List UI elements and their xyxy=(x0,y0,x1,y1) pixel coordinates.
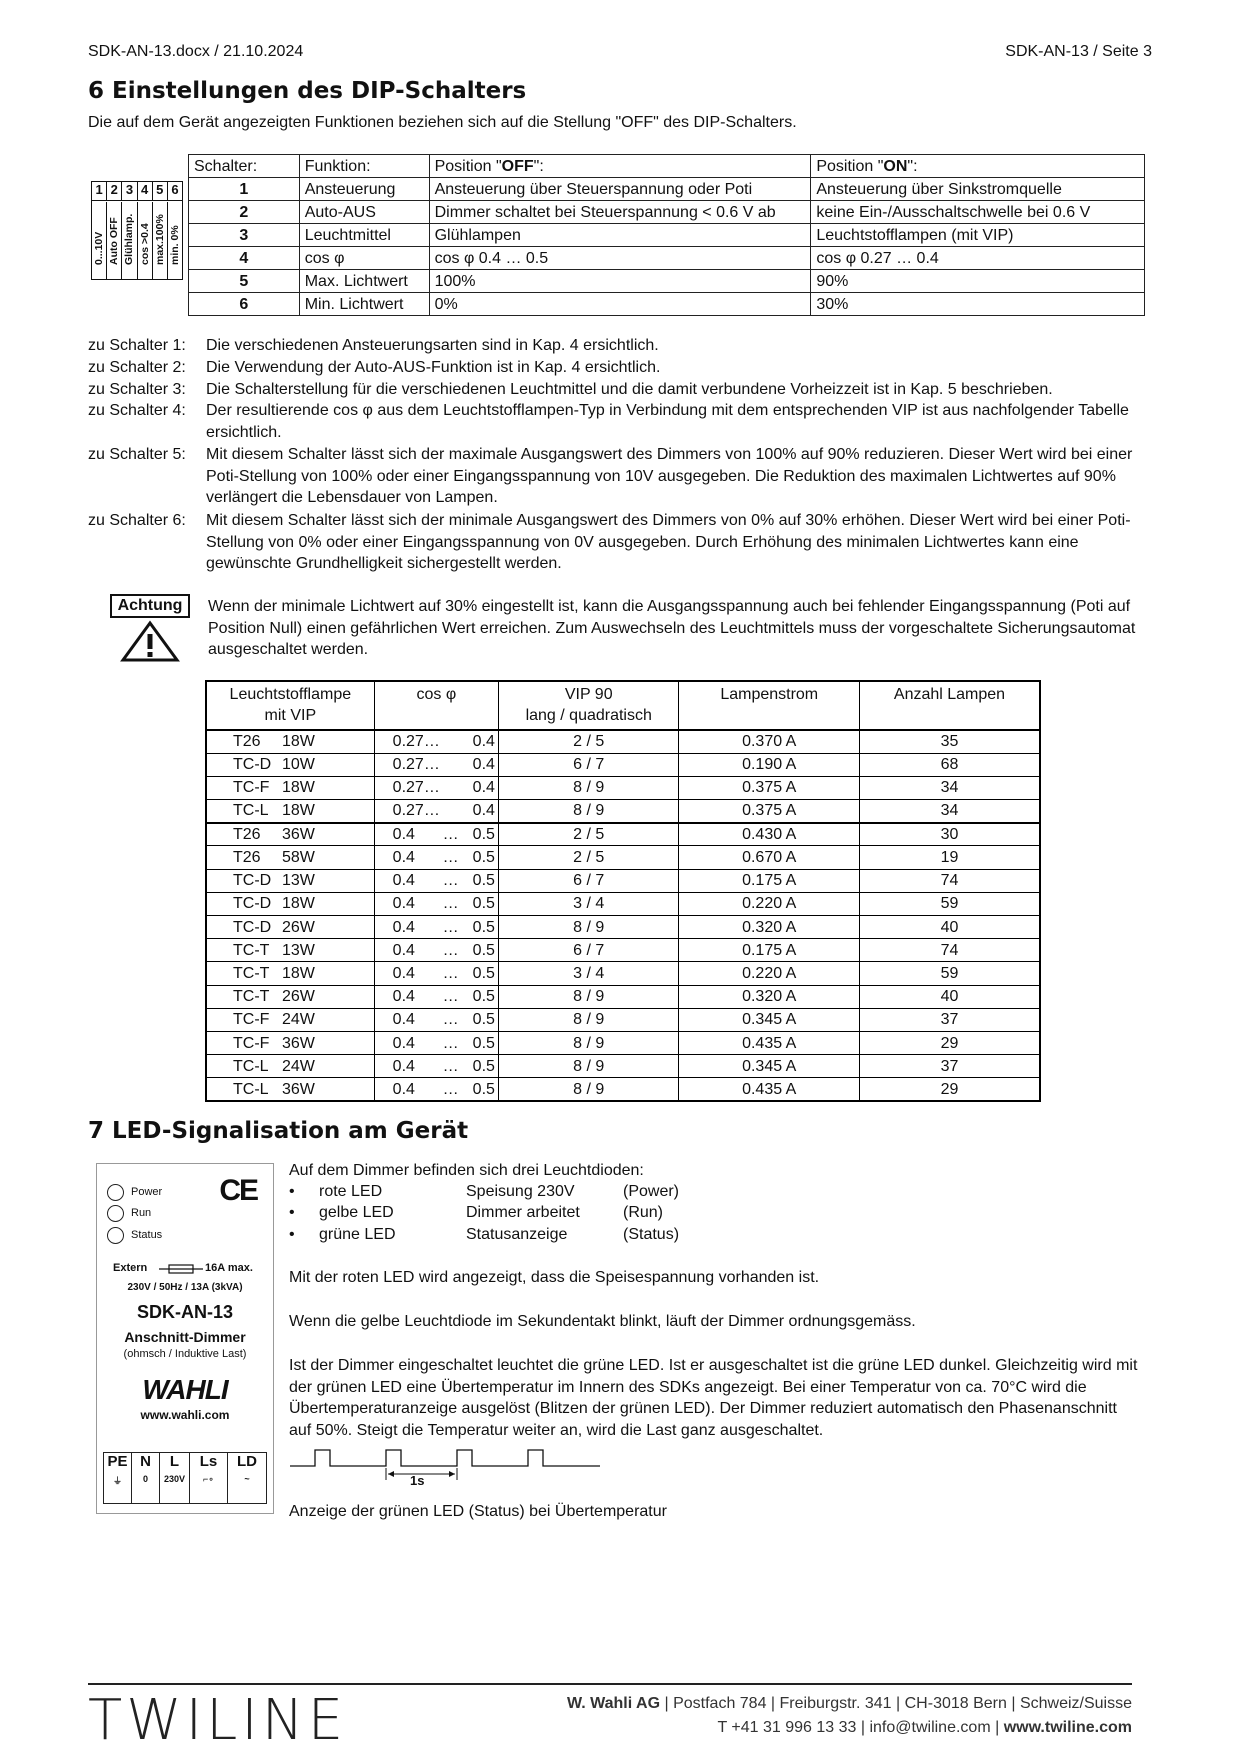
note-label: zu Schalter 5: xyxy=(88,446,186,463)
switch-note xyxy=(88,379,1168,401)
table-row: TC-T 13W 0.4 … 0.5 6 / 7 0.175 A 74 xyxy=(206,939,1040,962)
on-cell: Leuchtstofflampen (mit VIP) xyxy=(811,224,1145,247)
off-cell: 0% xyxy=(429,293,811,316)
table-row: T26 36W 0.4 … 0.5 2 / 5 0.430 A 30 xyxy=(206,823,1040,846)
function-cell: Ansteuerung xyxy=(299,178,429,201)
status-led-icon xyxy=(107,1227,124,1244)
switch-note xyxy=(88,335,1168,357)
off-cell: Dimmer schaltet bei Steuerspannung < 0.6 V ab xyxy=(429,201,811,224)
terminal-ls: Ls ⌐∘ xyxy=(190,1453,228,1503)
table-row: T26 18W 0.27… 0.4 2 / 5 0.370 A 35 xyxy=(206,730,1040,753)
table-row: TC-T 26W 0.4 … 0.5 8 / 9 0.320 A 40 xyxy=(206,985,1040,1008)
note-text: Die Schalterstellung für die verschiedenen Leuchtmittel und die damit verbundene Vorheizzeit ist in Kap. 5 beschrieben. xyxy=(206,381,1053,398)
function-cell: Max. Lichtwert xyxy=(299,270,429,293)
table-row xyxy=(189,178,1145,201)
switch-note xyxy=(88,357,1168,379)
header-cell: Position "OFF": xyxy=(429,155,811,178)
dip-number: 2 xyxy=(107,182,122,200)
extern-label: Extern xyxy=(113,1262,148,1274)
footer-address: W. Wahli AG | Postfach 784 | Freiburgstr. 341 | CH-3018 Bern | Schweiz/Suisse xyxy=(567,1695,1132,1712)
dip-number: 4 xyxy=(138,182,153,200)
led-label: Power xyxy=(131,1186,163,1198)
dip-label: Auto OFF xyxy=(108,217,121,265)
paragraph: Mit der roten LED wird angezeigt, dass die Speisespannung vorhanden ist. xyxy=(289,1269,820,1286)
paragraph: Wenn die gelbe Leuchtdiode im Sekundentakt blinkt, läuft der Dimmer ordnungsgemäss. xyxy=(289,1313,916,1330)
ce-mark-icon: CE xyxy=(219,1174,257,1207)
dip-label: max.100% xyxy=(153,214,166,265)
note-label: zu Schalter 1: xyxy=(88,337,186,354)
list-item: • grüne LED Statusanzeige (Status) xyxy=(289,1226,680,1243)
list-item: • rote LED Speisung 230V (Power) xyxy=(289,1183,680,1200)
header-cell: Anzahl Lampen xyxy=(859,681,1040,730)
footer-contact: T +41 31 996 13 33 | info@twiline.com | www.twiline.com xyxy=(717,1719,1132,1736)
device-url: www.wahli.com xyxy=(140,1408,230,1422)
switch-number: 1 xyxy=(189,178,300,201)
header-cell: VIP 90 lang / quadratisch xyxy=(499,681,679,730)
section-7-title: 7 LED-Signalisation am Gerät xyxy=(88,1118,469,1144)
switch-number: 5 xyxy=(189,270,300,293)
led-label: Status xyxy=(131,1229,163,1241)
dip-number: 3 xyxy=(122,182,137,200)
switch-note xyxy=(88,400,1168,444)
dip-table-header xyxy=(189,155,1145,178)
table-row: TC-F 36W 0.4 … 0.5 8 / 9 0.435 A 29 xyxy=(206,1031,1040,1054)
lamp-table-header xyxy=(206,681,1040,730)
dip-label: 0...10V xyxy=(93,231,106,265)
terminal-ld: LD ~ xyxy=(237,1453,257,1484)
dip-settings-table xyxy=(188,154,1145,316)
on-cell: 90% xyxy=(811,270,1145,293)
on-cell: 30% xyxy=(811,293,1145,316)
switch-number: 2 xyxy=(189,201,300,224)
warning-symbol xyxy=(110,594,190,664)
pulse-caption: Anzeige der grünen LED (Status) bei Übertemperatur xyxy=(289,1503,667,1520)
table-row: TC-D 10W 0.27… 0.4 6 / 7 0.190 A 68 xyxy=(206,753,1040,776)
model-label: SDK-AN-13 xyxy=(136,1302,233,1322)
list-item: • gelbe LED Dimmer arbeitet (Run) xyxy=(289,1204,664,1221)
warning-text: Wenn der minimale Lichtwert auf 30% eingestellt ist, kann die Ausgangsspannung auch bei fehlender Eingangsspannung (Poti auf Position Null) einen gefährlichen Wert erreichen. Zum Auswechseln des Leuchtmittels muss der vorgeschaltete Sicherungsautomat ausgeschaltet werden. xyxy=(208,598,1136,658)
header-cell: Position "ON": xyxy=(811,155,1145,178)
note-text: Mit diesem Schalter lässt sich der maximale Ausgangswert des Dimmers von 100% auf 90% reduzieren. Dieser Wert wird bei einer Poti-Stellung von 100% oder einer Eingangsspannung von 10V ausgegeben. Die Reduktion des maximalen Lichtwertes auf 90% verlängert die Lebensdauer von Lampen. xyxy=(206,446,1133,506)
switch-number: 4 xyxy=(189,247,300,270)
header-cell: Leuchtstofflampe mit VIP xyxy=(206,681,374,730)
table-row: TC-T 18W 0.4 … 0.5 3 / 4 0.220 A 59 xyxy=(206,962,1040,985)
doc-header-left: SDK-AN-13.docx / 21.10.2024 xyxy=(88,43,304,60)
on-cell: keine Ein-/Ausschaltschwelle bei 0.6 V xyxy=(811,201,1145,224)
footer-rule xyxy=(88,1683,1132,1685)
led-pulse-diagram xyxy=(290,1444,610,1494)
header-cell: cos φ xyxy=(374,681,498,730)
table-row xyxy=(189,293,1145,316)
dip-switch-graphic xyxy=(91,181,183,280)
function-cell: cos φ xyxy=(299,247,429,270)
device-front-panel xyxy=(96,1163,274,1514)
note-label: zu Schalter 4: xyxy=(88,402,186,419)
header-cell: Lampenstrom xyxy=(679,681,859,730)
dip-label: Glühlamp. xyxy=(123,213,136,265)
wahli-logo: WAHLI xyxy=(142,1374,228,1405)
note-text: Die verschiedenen Ansteuerungsarten sind in Kap. 4 ersichtlich. xyxy=(206,337,659,354)
off-cell: cos φ 0.4 … 0.5 xyxy=(429,247,811,270)
dip-number: 1 xyxy=(92,182,107,200)
dip-label: cos >0.4 xyxy=(138,223,151,265)
table-row: TC-L 24W 0.4 … 0.5 8 / 9 0.345 A 37 xyxy=(206,1055,1040,1078)
dip-label: min. 0% xyxy=(168,225,181,265)
table-row: TC-F 18W 0.27… 0.4 8 / 9 0.375 A 34 xyxy=(206,776,1040,799)
note-label: zu Schalter 6: xyxy=(88,512,186,529)
lamp-table xyxy=(205,680,1041,1102)
note-label: zu Schalter 3: xyxy=(88,381,186,398)
type-label: Anschnitt-Dimmer xyxy=(124,1329,246,1345)
fuse-icon xyxy=(159,1263,203,1275)
on-cell: Ansteuerung über Sinkstromquelle xyxy=(811,178,1145,201)
note-text: Mit diesem Schalter lässt sich der minimale Ausgangswert des Dimmers von 0% auf 30% erhöhen. Dieser Wert wird bei einer Poti-Stellung von 0% oder einer Eingangsspannung von 0V ausgegeben. Durch Erhöhung des minimalen Lichtwertes kann eine gewünschte Grundhelligkeit sichergestellt werden. xyxy=(206,512,1131,572)
twiline-logo: TWILINE xyxy=(88,1688,348,1753)
header-cell: Funktion: xyxy=(299,155,429,178)
dip-number: 5 xyxy=(153,182,168,200)
rating-label: 230V / 50Hz / 13A (3kVA) xyxy=(127,1282,243,1293)
table-row xyxy=(189,270,1145,293)
switch-number: 6 xyxy=(189,293,300,316)
off-cell: Glühlampen xyxy=(429,224,811,247)
load-label: (ohmsch / Induktive Last) xyxy=(123,1348,247,1360)
dip-switch-numbers xyxy=(92,182,182,201)
table-row xyxy=(189,224,1145,247)
terminal-n: N 0 xyxy=(132,1453,160,1503)
warning-badge: Achtung xyxy=(110,594,190,618)
table-row: T26 58W 0.4 … 0.5 2 / 5 0.670 A 19 xyxy=(206,846,1040,869)
led-label: Run xyxy=(131,1207,152,1219)
section-6-title: 6 Einstellungen des DIP-Schalters xyxy=(88,78,527,104)
switch-note xyxy=(88,444,1168,510)
table-row xyxy=(189,247,1145,270)
terminal-pe: PE ⏚ xyxy=(104,1453,132,1503)
on-cell: cos φ 0.27 … 0.4 xyxy=(811,247,1145,270)
off-cell: 100% xyxy=(429,270,811,293)
power-led-icon xyxy=(107,1184,124,1201)
pulse-period-label: 1s xyxy=(410,1473,425,1488)
note-text: Der resultierende cos φ aus dem Leuchtstofflampen-Typ in Verbindung mit dem entsprechenden VIP ist aus nachfolgender Tabelle ersichtlich. xyxy=(206,402,1129,441)
note-text: Die Verwendung der Auto-AUS-Funktion ist in Kap. 4 ersichtlich. xyxy=(206,359,661,376)
paragraph: Ist der Dimmer eingeschaltet leuchtet die grüne LED. Ist er ausgeschaltet ist die grüne LED dunkel. Gleichzeitig wird mit der grünen LED eine Übertemperatur im Innern des SDKs angezeigt. Bei einer Temperatur von ca. 70°C wird die Übertemperaturanzeige ausgelöst (Blitzen der grünen LED). Der Dimmer reduziert automatisch den Phasenanschnitt auf 50%. Steigt die Temperatur weiter an, wird die Last ganz ausgeschaltet. xyxy=(289,1357,1138,1439)
run-led-icon xyxy=(107,1205,124,1222)
table-row: TC-D 13W 0.4 … 0.5 6 / 7 0.175 A 74 xyxy=(206,869,1040,892)
table-row: TC-D 26W 0.4 … 0.5 8 / 9 0.320 A 40 xyxy=(206,916,1040,939)
function-cell: Min. Lichtwert xyxy=(299,293,429,316)
section-6-intro: Die auf dem Gerät angezeigten Funktionen beziehen sich auf die Stellung "OFF" des DIP-Schalters. xyxy=(88,114,797,131)
table-row: TC-L 36W 0.4 … 0.5 8 / 9 0.435 A 29 xyxy=(206,1078,1040,1101)
section-7-intro: Auf dem Dimmer befinden sich drei Leuchtdioden: xyxy=(289,1162,644,1179)
fuse-label: 16A max. xyxy=(205,1262,253,1274)
table-row: TC-D 18W 0.4 … 0.5 3 / 4 0.220 A 59 xyxy=(206,892,1040,915)
warning-triangle-icon xyxy=(120,620,180,662)
switch-note xyxy=(88,510,1168,576)
header-cell: Schalter: xyxy=(189,155,300,178)
table-row xyxy=(189,201,1145,224)
switch-number: 3 xyxy=(189,224,300,247)
dip-number: 6 xyxy=(171,182,179,197)
off-cell: Ansteuerung über Steuerspannung oder Poti xyxy=(429,178,811,201)
doc-header-right: SDK-AN-13 / Seite 3 xyxy=(1005,43,1152,60)
table-row: TC-F 24W 0.4 … 0.5 8 / 9 0.345 A 37 xyxy=(206,1008,1040,1031)
terminal-block xyxy=(103,1452,267,1504)
dip-switch-labels xyxy=(92,202,182,279)
note-label: zu Schalter 2: xyxy=(88,359,186,376)
table-row: TC-L 18W 0.27… 0.4 8 / 9 0.375 A 34 xyxy=(206,800,1040,823)
terminal-l: L 230V xyxy=(160,1453,190,1503)
function-cell: Auto-AUS xyxy=(299,201,429,224)
function-cell: Leuchtmittel xyxy=(299,224,429,247)
